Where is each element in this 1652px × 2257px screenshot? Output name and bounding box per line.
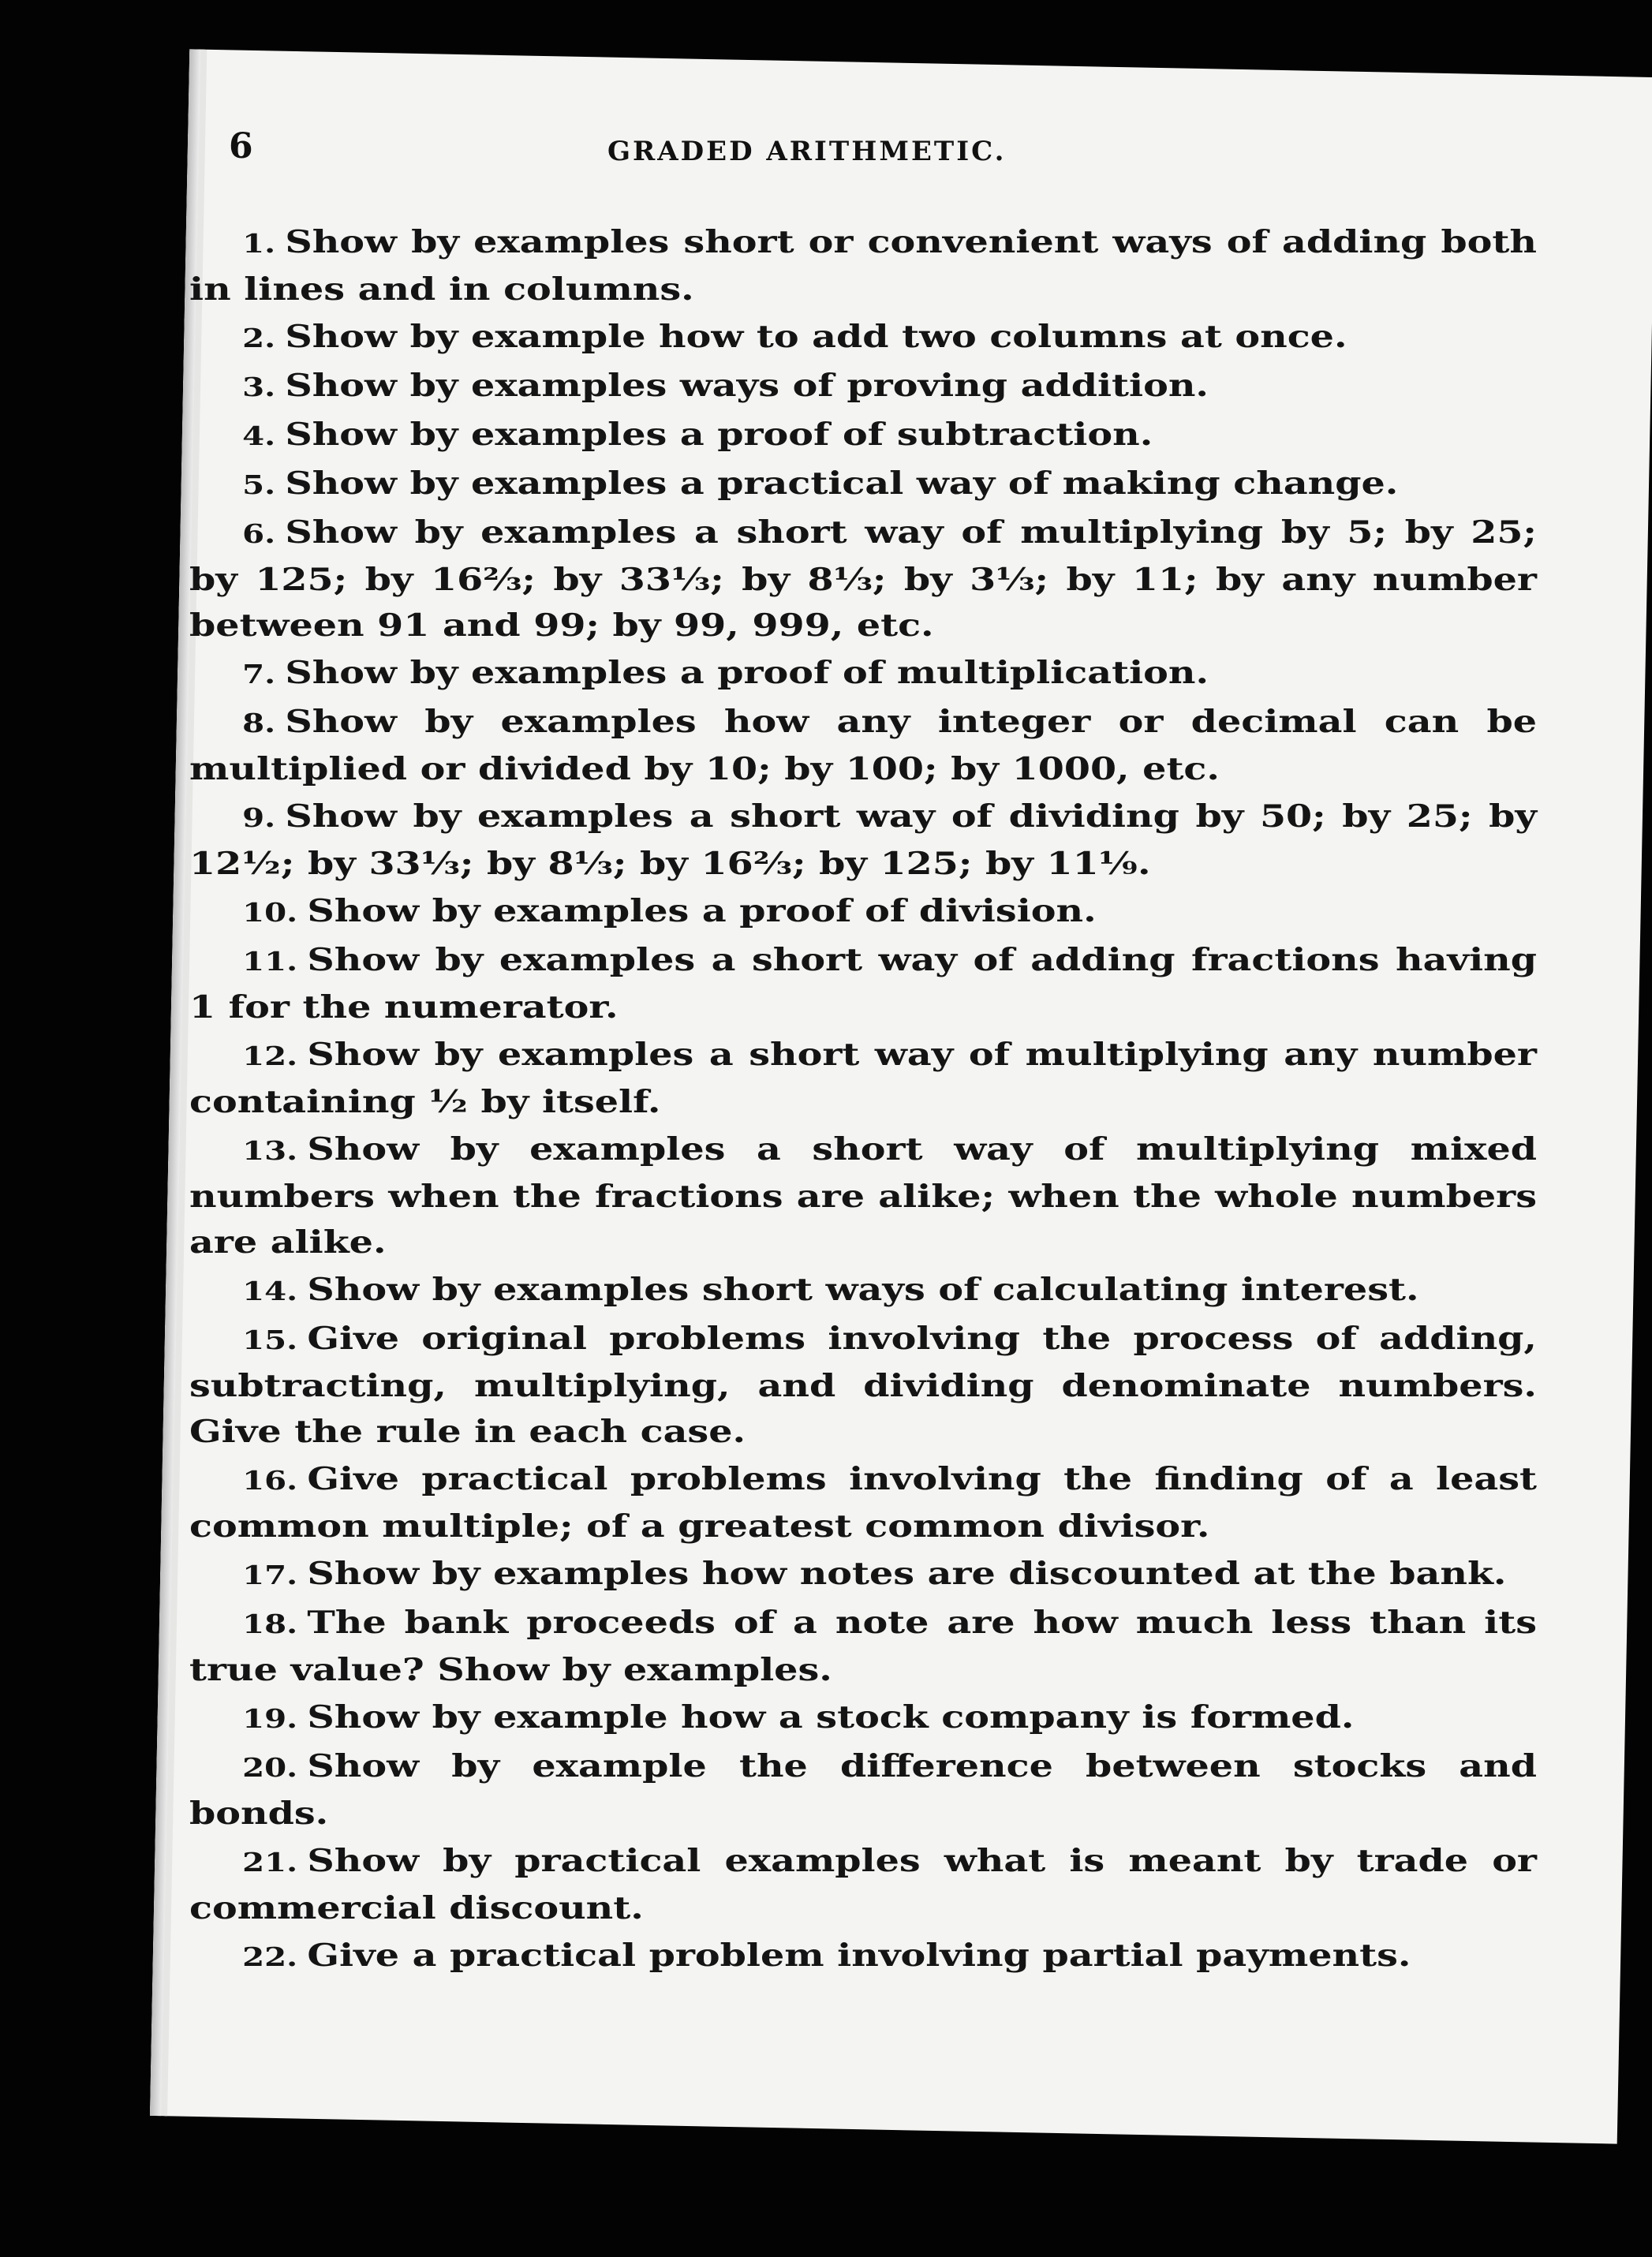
exercise-item	[189, 1933, 1537, 1980]
exercise-item	[189, 314, 1537, 361]
exercise-item	[189, 1316, 1537, 1455]
exercise-number: 19 .	[242, 1703, 297, 1734]
exercise-number: 3 .	[242, 372, 275, 402]
exercise-number: 17 .	[242, 1560, 297, 1590]
exercise-number: 7 .	[242, 659, 275, 689]
exercise-number: 14 .	[242, 1276, 297, 1306]
exercise-text: Show by examples how notes are discounted at the bank.	[307, 1556, 1507, 1592]
exercise-number: 16 .	[242, 1465, 297, 1496]
exercise-number: 20 .	[242, 1752, 297, 1783]
exercise-text: Show by examples a short way of dividing by 50; by 25; by 12½; by 33⅓; by 8⅓; by 16⅔; by 125; by 11⅑.	[189, 798, 1538, 882]
exercise-list	[189, 219, 1537, 1982]
running-title: GRADED ARITHMETIC.	[607, 136, 1007, 167]
exercise-text: Show by examples a proof of subtraction.	[285, 417, 1153, 453]
exercise-number: 4 .	[242, 420, 275, 451]
exercise-number: 12 .	[242, 1041, 297, 1071]
exercise-number: 8 .	[242, 708, 275, 738]
exercise-text: Show by examples a short way of multiplying any number containing ½ by itself.	[189, 1037, 1537, 1120]
exercise-number: 10 .	[242, 897, 297, 928]
exercise-number: 21 .	[242, 1847, 297, 1878]
exercise-text: Give practical problems involving the finding of a least common multiple; of a greatest common divisor.	[189, 1461, 1537, 1545]
exercise-text: Show by example the difference between stocks and bonds.	[189, 1748, 1537, 1832]
exercise-item	[189, 1838, 1537, 1931]
exercise-text: Show by examples short or convenient ways of adding both in lines and in columns.	[189, 224, 1538, 308]
exercise-text: Show by practical examples what is meant by trade or commercial discount.	[189, 1843, 1537, 1926]
exercise-number: 11 .	[242, 946, 297, 977]
exercise-text: Show by examples short ways of calculating interest.	[307, 1272, 1419, 1308]
exercise-text: Show by examples a short way of multiplying mixed numbers when the fractions are alike; when the whole numbers are alike.	[189, 1131, 1537, 1261]
page-number: 6	[229, 126, 253, 166]
exercise-item	[189, 1032, 1537, 1125]
running-head	[229, 126, 1507, 174]
exercise-text: Show by examples a proof of multiplication.	[285, 655, 1209, 691]
exercise-item	[189, 510, 1537, 648]
exercise-number: 13 .	[242, 1135, 297, 1166]
exercise-item	[189, 461, 1537, 508]
exercise-number: 6 .	[242, 518, 275, 549]
exercise-text: Give original problems involving the process of adding, subtracting, multiplying, and dividing denominate numbers. Give the rule in each case.	[189, 1321, 1537, 1450]
exercise-number: 18 .	[242, 1609, 297, 1639]
exercise-item	[189, 650, 1537, 697]
exercise-item	[189, 1600, 1537, 1693]
exercise-item	[189, 1456, 1537, 1549]
exercise-item	[189, 1743, 1537, 1837]
exercise-text: Show by examples ways of proving addition.	[285, 368, 1209, 404]
exercise-number: 22 .	[242, 1941, 297, 1972]
exercise-item	[189, 1267, 1537, 1314]
exercise-item	[189, 363, 1537, 410]
exercise-text: Show by example how to add two columns at once.	[285, 319, 1347, 355]
exercise-number: 9 .	[242, 802, 275, 833]
exercise-text: Show by examples a short way of adding fractions having 1 for the numerator.	[189, 942, 1537, 1026]
exercise-item	[189, 1127, 1537, 1265]
exercise-item	[189, 412, 1537, 459]
exercise-item	[189, 794, 1537, 887]
exercise-number: 15 .	[242, 1325, 297, 1355]
exercise-item	[189, 1551, 1537, 1598]
exercise-item	[189, 699, 1537, 792]
exercise-text: Show by example how a stock company is formed.	[307, 1699, 1355, 1736]
exercise-text: Show by examples how any integer or decimal can be multiplied or divided by 10; by 100; by 1000, etc.	[189, 704, 1538, 787]
exercise-item	[189, 1695, 1537, 1742]
exercise-text: Show by examples a short way of multiplying by 5; by 25; by 125; by 16⅔; by 33⅓; by 8⅓; by 3⅓; by 11; by any number between 91 and 99; by 99, 999, etc.	[189, 514, 1538, 644]
exercise-item	[189, 888, 1537, 936]
exercise-text: Show by examples a practical way of making change.	[285, 465, 1399, 502]
exercise-number: 5 .	[242, 469, 275, 500]
exercise-item	[189, 219, 1537, 312]
exercise-text: Give a practical problem involving partial payments.	[307, 1938, 1411, 1974]
exercise-item	[189, 937, 1537, 1030]
exercise-text: The bank proceeds of a note are how much less than its true value? Show by examples.	[189, 1605, 1537, 1688]
exercise-number: 2 .	[242, 323, 275, 353]
exercise-text: Show by examples a proof of division.	[307, 893, 1097, 929]
exercise-number: 1 .	[242, 228, 275, 259]
